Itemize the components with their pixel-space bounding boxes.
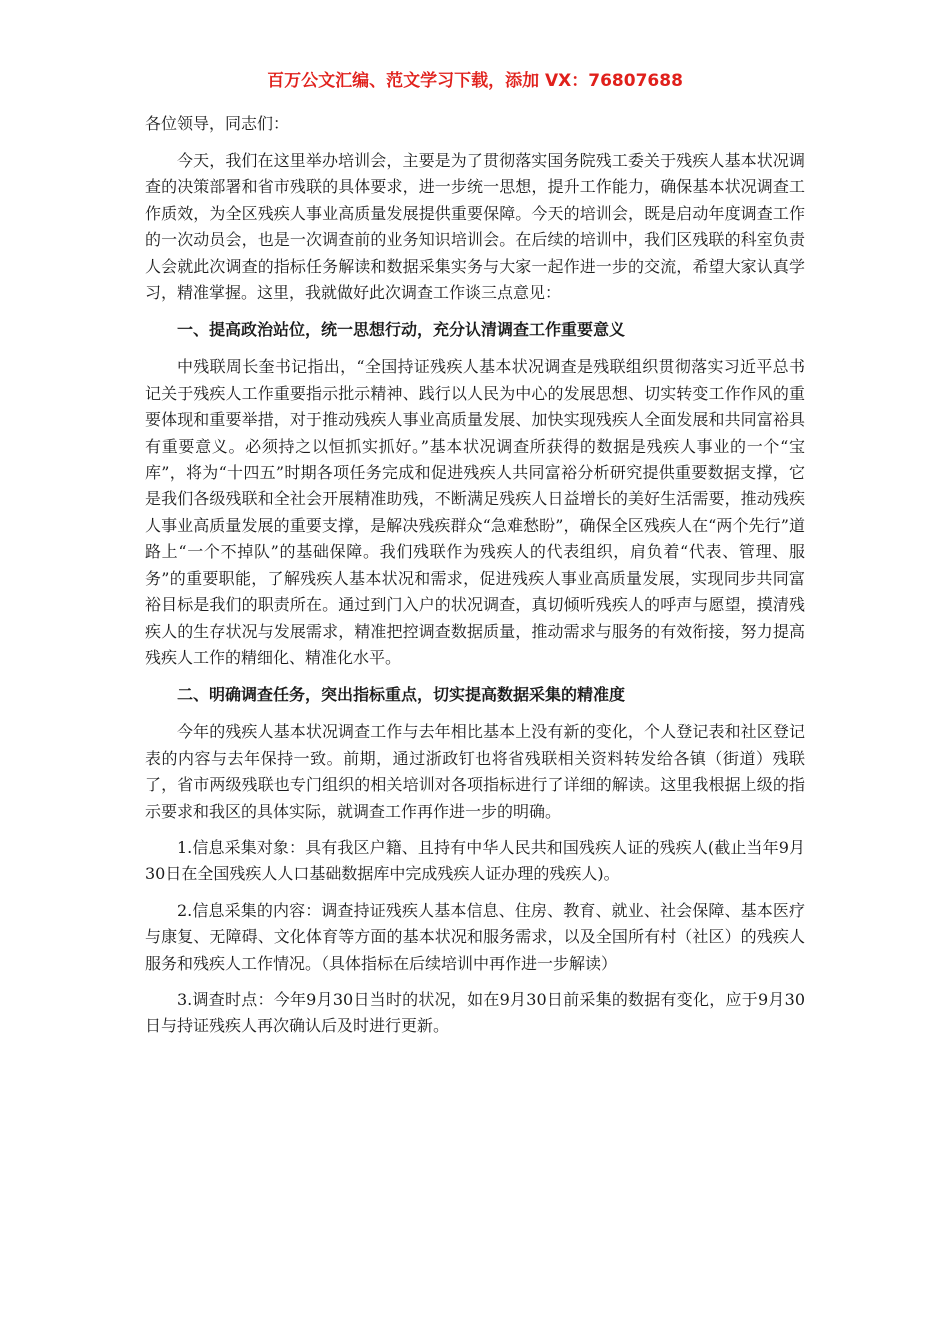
section-2-paragraph: 今年的残疾人基本状况调查工作与去年相比基本上没有新的变化，个人登记表和社区登记表的内容与去年保持一致。前期，通过浙政钉也将省残联相关资料转发给各镇（街道）残联了，省市两级残联也专门组织的相关培训对各项指标进行了详细的解读。这里我根据上级的指示要求和我区的具体实际，就调查工作再作进一步的明确。 xyxy=(145,722,805,821)
list-item-collection-content: 2.信息采集的内容：调查持证残疾人基本信息、住房、教育、就业、社会保障、基本医疗与康复、无障碍、文化体育等方面的基本状况和服务需求，以及全国所有村（社区）的残疾人服务和残疾人工作情况。（具体指标在后续培训中再作进一步解读） xyxy=(145,900,805,973)
list-item-survey-time: 3.调查时点：今年9月30日当时的状况，如在9月30日前采集的数据有变化，应于9月30日与持证残疾人再次确认后及时进行更新。 xyxy=(145,989,805,1036)
header-banner: 百万公文汇编、范文学习下载，添加 VX：76807688 xyxy=(267,71,683,91)
list-item-collection-target: 1.信息采集对象：具有我区户籍、且持有中华人民共和国残疾人证的残疾人(截止当年9月30日在全国残疾人人口基础数据库中完成残疾人证办理的残疾人)。 xyxy=(145,837,805,884)
section-2-heading: 二、明确调查任务，突出指标重点，切实提高数据采集的精准度 xyxy=(177,685,626,705)
section-1-heading: 一、提高政治站位，统一思想行动，充分认清调查工作重要意义 xyxy=(177,320,626,340)
greeting: 各位领导，同志们： xyxy=(145,114,290,133)
section-1-paragraph: 中残联周长奎书记指出，“全国持证残疾人基本状况调查是残联组织贯彻落实习近平总书记关于残疾人工作重要指示批示精神、践行以人民为中心的发展思想、切实转变工作作风的重要体现和重要举措，对于推动残疾人事业高质量发展、加快实现残疾人全面发展和共同富裕具有重要意义。必须持之以恒抓实抓好。”基本状况调查所获得的数据是残疾人事业的一个“宝库”，将为“十四五”时期各项任务完成和促进残疾人共同富裕分析研究提供重要数据支撑，它是我们各级残联和全社会开展精准助残，不断满足残疾人日益增长的美好生活需要，推动残疾人事业高质量发展的重要支撑，是解决残疾群众“急难愁盼”，确保全区残疾人在“两个先行”道路上“一个不掉队”的基础保障。我们残联作为残疾人的代表组织，肩负着“代表、管理、服务”的重要职能，了解残疾人基本状况和需求，促进残疾人事业高质量发展，实现同步共同富裕目标是我们的职责所在。通过到门入户的状况调查，真切倾听残疾人的呼声与愿望，摸清残疾人的生存状况与发展需求，精准把控调查数据质量，推动需求与服务的有效衔接，努力提高残疾人工作的精细化、精准化水平。 xyxy=(145,357,805,667)
intro-paragraph: 今天，我们在这里举办培训会，主要是为了贯彻落实国务院残工委关于残疾人基本状况调查的决策部署和省市残联的具体要求，进一步统一思想，提升工作能力，确保基本状况调查工作质效，为全区残疾人事业高质量发展提供重要保障。今天的培训会，既是启动年度调查工作的一次动员会，也是一次调查前的业务知识培训会。在后续的培训中，我们区残联的科室负责人会就此次调查的指标任务解读和数据采集实务与大家一起作进一步的交流，希望大家认真学习，精准掌握。这里，我就做好此次调查工作谈三点意见： xyxy=(145,151,805,303)
